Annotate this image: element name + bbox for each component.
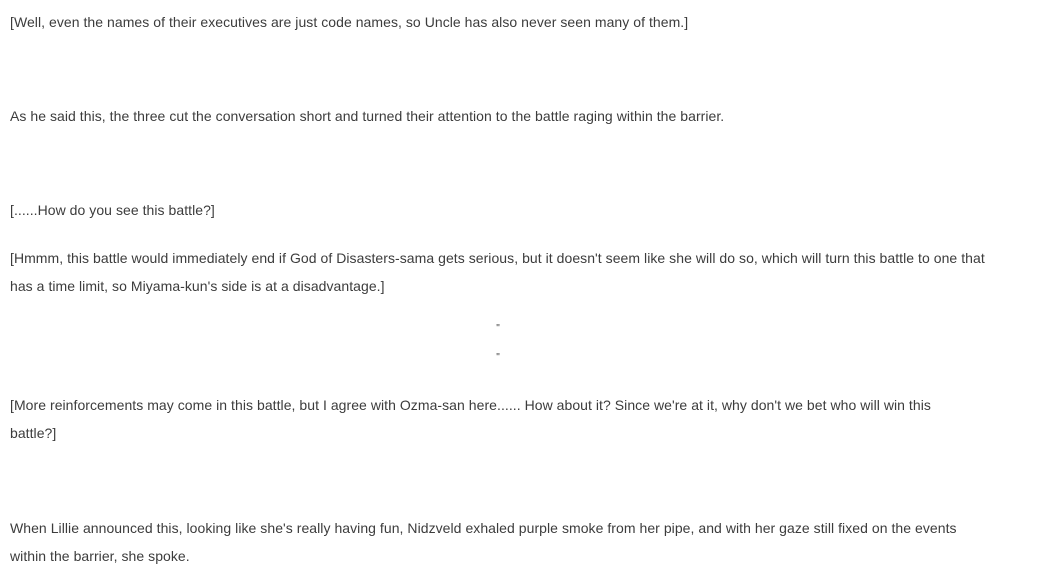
dialogue-paragraph: [Hmmm, this battle would immediately end if God of Disasters-sama gets serious, but it doesn't seem like she will do so, which will turn this battle to one that has a time limit, so Miyama-kun's side is at a disadvantage.] bbox=[10, 250, 985, 294]
dialogue-paragraph: [Well, even the names of their executives are just code names, so Uncle has also never seen many of them.] bbox=[10, 14, 689, 30]
narration-paragraph: When Lillie announced this, looking like she's really having fun, Nidzveld exhaled purple smoke from her pipe, and with her gaze still fixed on the events within the barrier, she spoke. bbox=[10, 520, 957, 564]
dialogue-paragraph: [More reinforcements may come in this battle, but I agree with Ozma-san here...... How about it? Since we're at it, why don't we bet who will win this battle?] bbox=[10, 397, 931, 441]
narration-paragraph: As he said this, the three cut the conversation short and turned their attention to the battle raging within the barrier. bbox=[10, 108, 725, 124]
quote-mark: " bbox=[496, 323, 500, 334]
quote-mark: " bbox=[496, 352, 500, 363]
dialogue-paragraph: [......How do you see this battle?] bbox=[10, 202, 215, 218]
